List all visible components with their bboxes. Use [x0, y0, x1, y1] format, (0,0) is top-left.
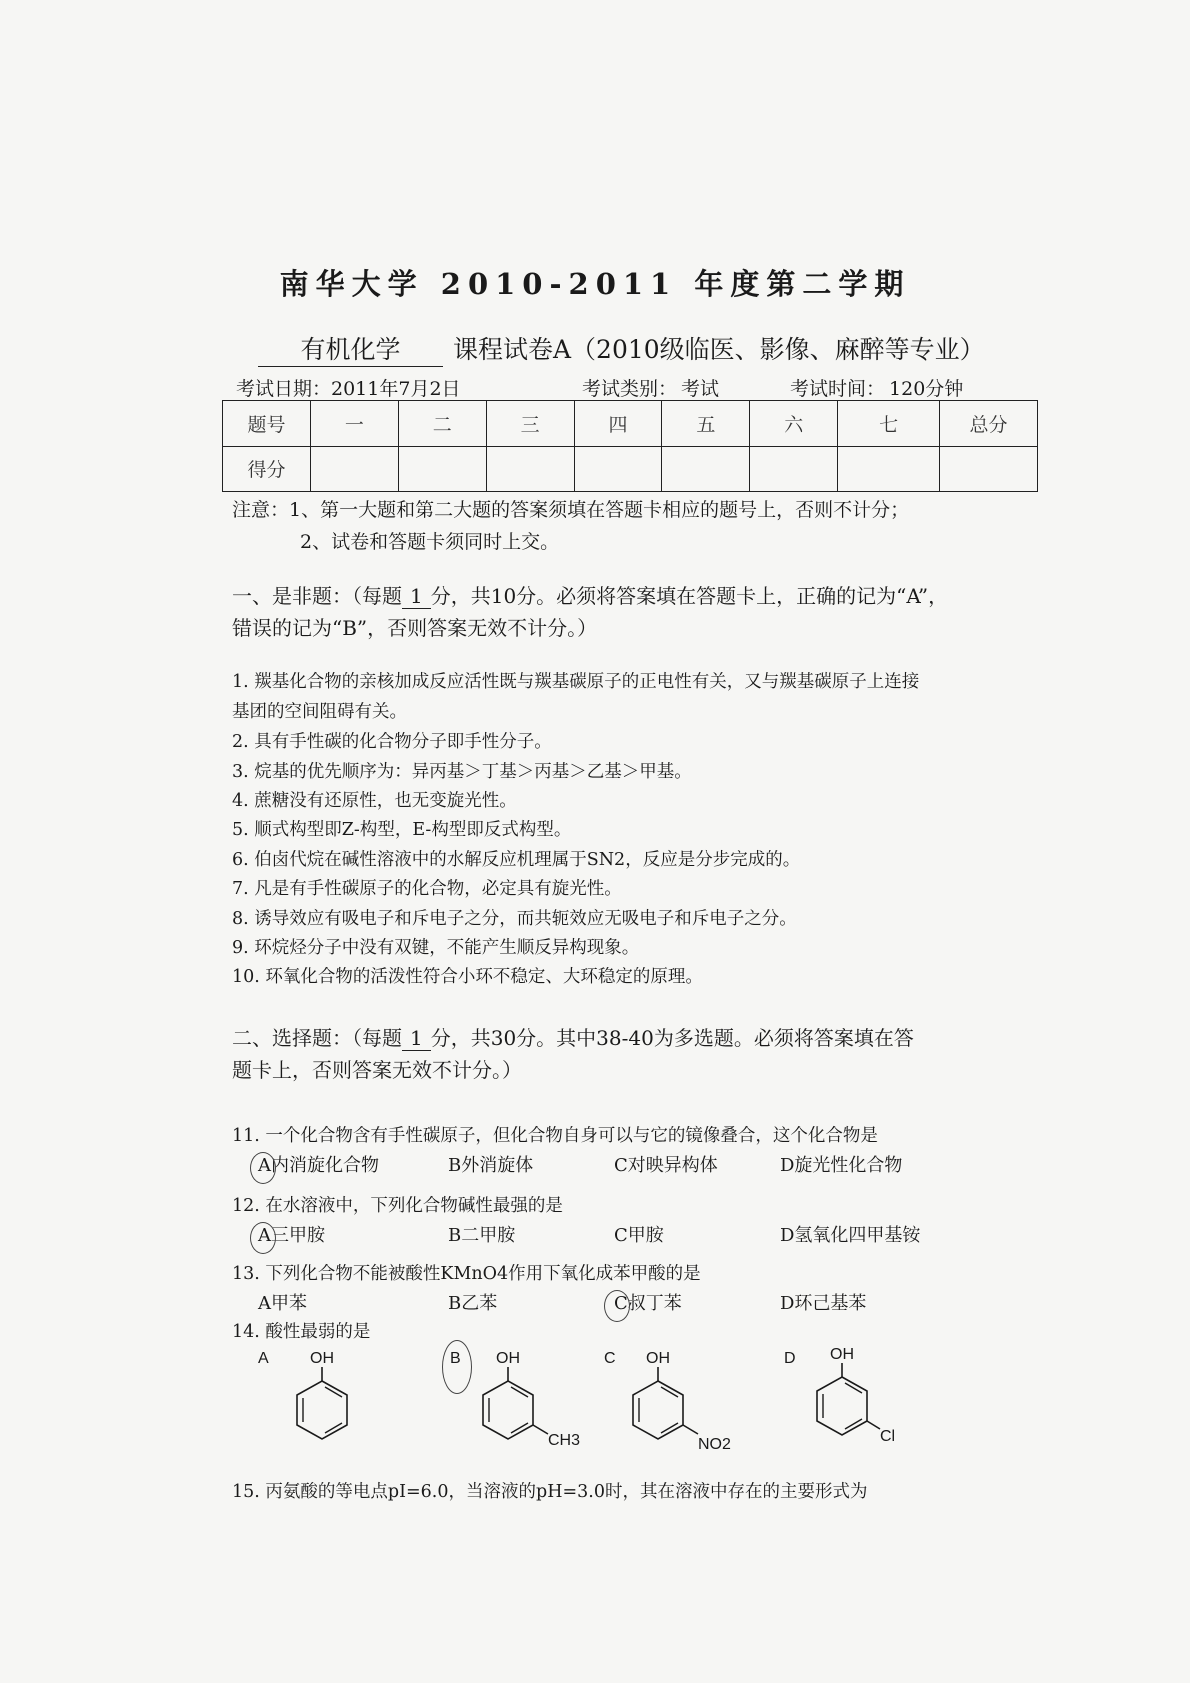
group-label: OH [496, 1350, 520, 1367]
question-15: 15. 丙氨酸的等电点pI=6.0，当溶液的pH=3.0时，其在溶液中存在的主要形式为 [232, 1482, 868, 1502]
option: D环己基苯 [780, 1293, 867, 1314]
score-header: 四 [574, 401, 662, 447]
option-label: A [258, 1350, 269, 1367]
question: 2. 具有手性碳的化合物分子即手性分子。 [232, 732, 552, 752]
option: D旋光性化合物 [780, 1155, 903, 1176]
m-cresol-structure [450, 1345, 590, 1460]
question-12: 12. 在水溶液中，下列化合物碱性最强的是 [232, 1196, 563, 1216]
section1-heading-a: 一、是非题：（每题 [232, 584, 402, 608]
score-cell [398, 446, 486, 492]
exam-type-label: 考试类别： [582, 378, 678, 400]
subtitle-text: 课程试卷A（2010级临医、影像、麻醉等专业） [453, 335, 985, 364]
option: C叔丁苯 [614, 1293, 682, 1314]
option-label: B [450, 1350, 461, 1367]
section2-heading [232, 1022, 914, 1086]
question: 10. 环氧化合物的活泼性符合小环不稳定、大环稳定的原理。 [232, 967, 703, 987]
exam-time-value: 120分钟 [885, 378, 967, 401]
note-line: 注意：1、第一大题和第二大题的答案须填在答题卡相应的题号上，否则不计分； [232, 499, 910, 521]
course-name: 有机化学 [258, 330, 443, 367]
option: A三甲胺 [258, 1225, 325, 1246]
score-header: 七 [838, 401, 940, 447]
question-11: 11. 一个化合物含有手性碳原子，但化合物自身可以与它的镜像叠合，这个化合物是 [232, 1126, 878, 1146]
notes [232, 494, 909, 558]
exam-subtitle [258, 330, 985, 367]
answer-circle [250, 1222, 276, 1254]
question: 6. 伯卤代烷在碱性溶液中的水解反应机理属于SN2，反应是分步完成的。 [232, 850, 801, 870]
question: 基团的空间阻碍有关。 [232, 702, 407, 722]
score-value-row [223, 446, 1038, 492]
group-label: CH3 [548, 1432, 581, 1449]
group-label: OH [646, 1350, 670, 1367]
question-13: 13. 下列化合物不能被酸性KMnO4作用下氧化成苯甲酸的是 [232, 1264, 701, 1284]
score-header: 题号 [223, 401, 311, 447]
group-label: OH [830, 1346, 854, 1363]
question: 7. 凡是有手性碳原子的化合物，必定具有旋光性。 [232, 879, 622, 899]
section1-heading-b: 分，共10分。必须将答案填在答题卡上，正确的记为“A”， [430, 584, 949, 608]
group-label: NO2 [698, 1436, 731, 1453]
question: 9. 环烷烃分子中没有双键，不能产生顺反异构现象。 [232, 938, 640, 958]
score-header: 二 [398, 401, 486, 447]
question: 1. 羰基化合物的亲核加成反应活性既与羰基碳原子的正电性有关，又与羰基碳原子上连接 [232, 672, 920, 692]
group-label: Cl [880, 1428, 896, 1445]
score-cell [940, 446, 1038, 492]
question: 8. 诱导效应有吸电子和斥电子之分，而共轭效应无吸电子和斥电子之分。 [232, 909, 797, 929]
note-line: 2、试卷和答题卡须同时上交。 [300, 531, 560, 553]
score-cell [574, 446, 662, 492]
exam-type-value: 考试 [677, 378, 723, 401]
score-table [222, 400, 1038, 492]
option: B外消旋体 [448, 1155, 534, 1176]
score-row-label: 得分 [223, 446, 311, 492]
question: 5. 顺式构型即Z-构型，E-构型即反式构型。 [232, 820, 572, 840]
score-cell [486, 446, 574, 492]
section2-heading-a: 二、选择题：（每题 [232, 1026, 402, 1050]
option: A内消旋化合物 [258, 1155, 379, 1176]
score-header: 六 [750, 401, 838, 447]
section2-heading-c: 题卡上，否则答案无效不计分。） [232, 1058, 522, 1082]
option: D氢氧化四甲基铵 [780, 1225, 921, 1246]
score-cell [310, 446, 398, 492]
question-14: 14. 酸性最弱的是 [232, 1322, 371, 1342]
score-header: 三 [486, 401, 574, 447]
option-label: C [604, 1350, 616, 1367]
option-label: D [784, 1350, 796, 1367]
option: B乙苯 [448, 1293, 498, 1314]
exam-date: 考试日期：2011年7月2日 [236, 378, 461, 400]
phenol-structure [250, 1345, 360, 1460]
group-label: OH [310, 1350, 334, 1367]
option: A甲苯 [258, 1293, 307, 1314]
score-header-row [223, 401, 1038, 447]
score-header: 五 [662, 401, 750, 447]
option: B二甲胺 [448, 1225, 516, 1246]
exam-type [582, 374, 723, 401]
m-nitrophenol-structure [600, 1345, 740, 1465]
score-header: 一 [310, 401, 398, 447]
exam-title: 南华大学 2010-2011 年度第二学期 [279, 267, 911, 301]
answer-circle [250, 1152, 276, 1184]
exam-time-label: 考试时间： [790, 378, 886, 400]
score-cell [838, 446, 940, 492]
exam-time [790, 374, 967, 401]
score-cell [662, 446, 750, 492]
m-chlorophenol-structure [780, 1343, 920, 1458]
option: C甲胺 [614, 1225, 664, 1246]
answer-circle [604, 1290, 630, 1322]
score-cell [750, 446, 838, 492]
section1-heading [232, 580, 948, 644]
section2-points: 1 [402, 1026, 431, 1051]
score-header: 总分 [940, 401, 1038, 447]
question: 4. 蔗糖没有还原性，也无变旋光性。 [232, 791, 517, 811]
section1-heading-c: 错误的记为“B”，否则答案无效不计分。） [232, 616, 598, 640]
question: 3. 烷基的优先顺序为：异丙基＞丁基＞丙基＞乙基＞甲基。 [232, 762, 692, 782]
section2-heading-b: 分，共30分。其中38-40为多选题。必须将答案填在答 [430, 1026, 914, 1050]
option: C对映异构体 [614, 1155, 718, 1176]
section1-points: 1 [402, 584, 431, 609]
